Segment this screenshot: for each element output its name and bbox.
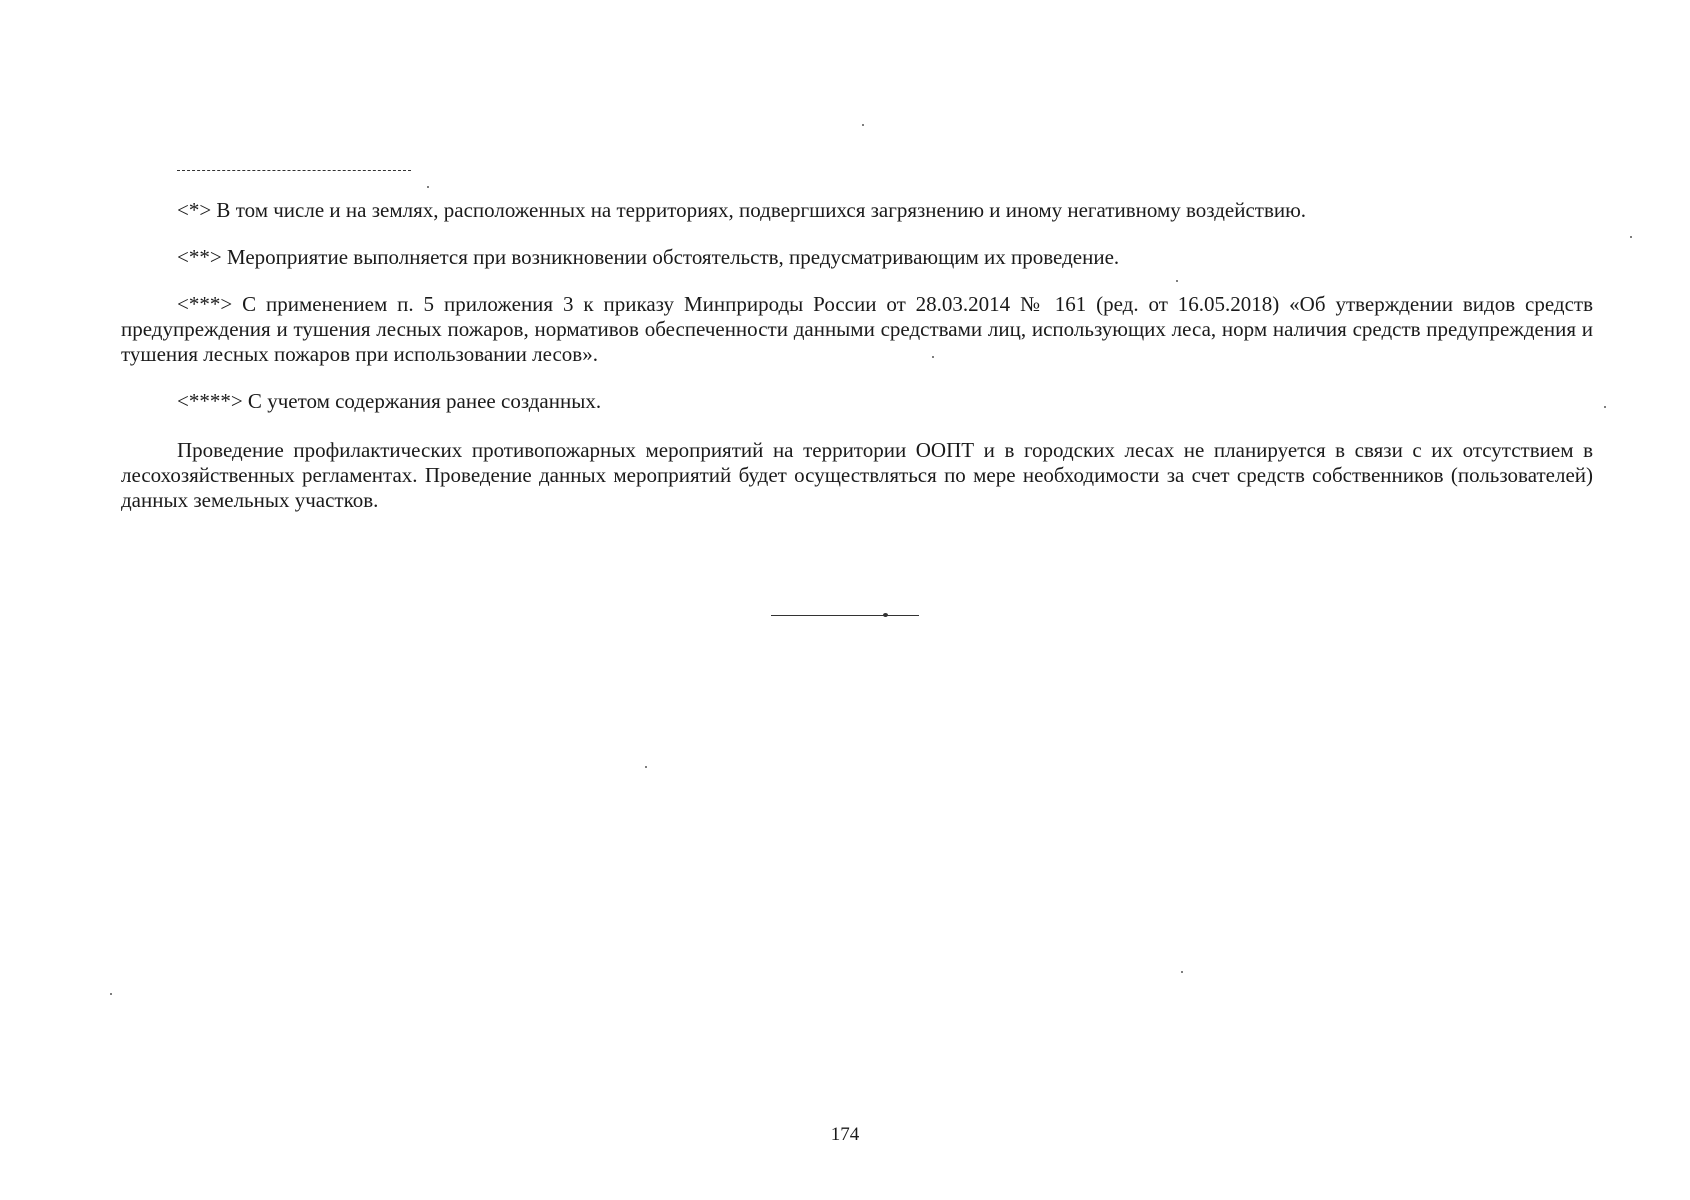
- body-paragraph: Проведение профилактических противопожарных мероприятий на территории ООПТ и в городских лесах не планируется в связи с их отсутствием в лесохозяйственных регламентах. Проведение данных мероприятий будет осуществляться по мере необходимости за счет средств собственников (пользователей) данных земельных участков.: [121, 438, 1593, 512]
- page-number: 174: [830, 1124, 860, 1145]
- footnote-3: <***> С применением п. 5 приложения 3 к приказу Минприроды России от 28.03.2014 № 161 (ред. от 16.05.2018) «Об утверждении видов средств предупреждения и тушения лесных пожаров, нормативов обеспеченности данными средствами лиц, использующих леса, норм наличия средств предупреждения и тушения лесных пожаров при использовании лесов».: [121, 292, 1593, 366]
- scan-speck: [427, 186, 429, 188]
- scan-speck: [1176, 280, 1178, 282]
- footnotes-block: [121, 198, 1593, 513]
- end-mark-dot: [883, 613, 888, 617]
- scan-speck: [1181, 971, 1183, 973]
- end-of-section-mark: [771, 615, 919, 616]
- scan-speck: [1630, 236, 1632, 238]
- footnote-1: <*> В том числе и на землях, расположенных на территориях, подвергшихся загрязнению и иному негативному воздействию.: [177, 198, 1307, 222]
- footnote-4: <****> С учетом содержания ранее созданных.: [177, 389, 602, 413]
- scan-speck: [932, 356, 934, 358]
- scan-speck: [110, 993, 112, 995]
- scan-speck: [1604, 406, 1606, 408]
- scan-speck: [645, 766, 647, 768]
- footnote-2: <**> Мероприятие выполняется при возникновении обстоятельств, предусматривающим их проведение.: [177, 245, 1120, 269]
- scan-speck: [862, 124, 864, 126]
- footnote-separator: [177, 170, 411, 171]
